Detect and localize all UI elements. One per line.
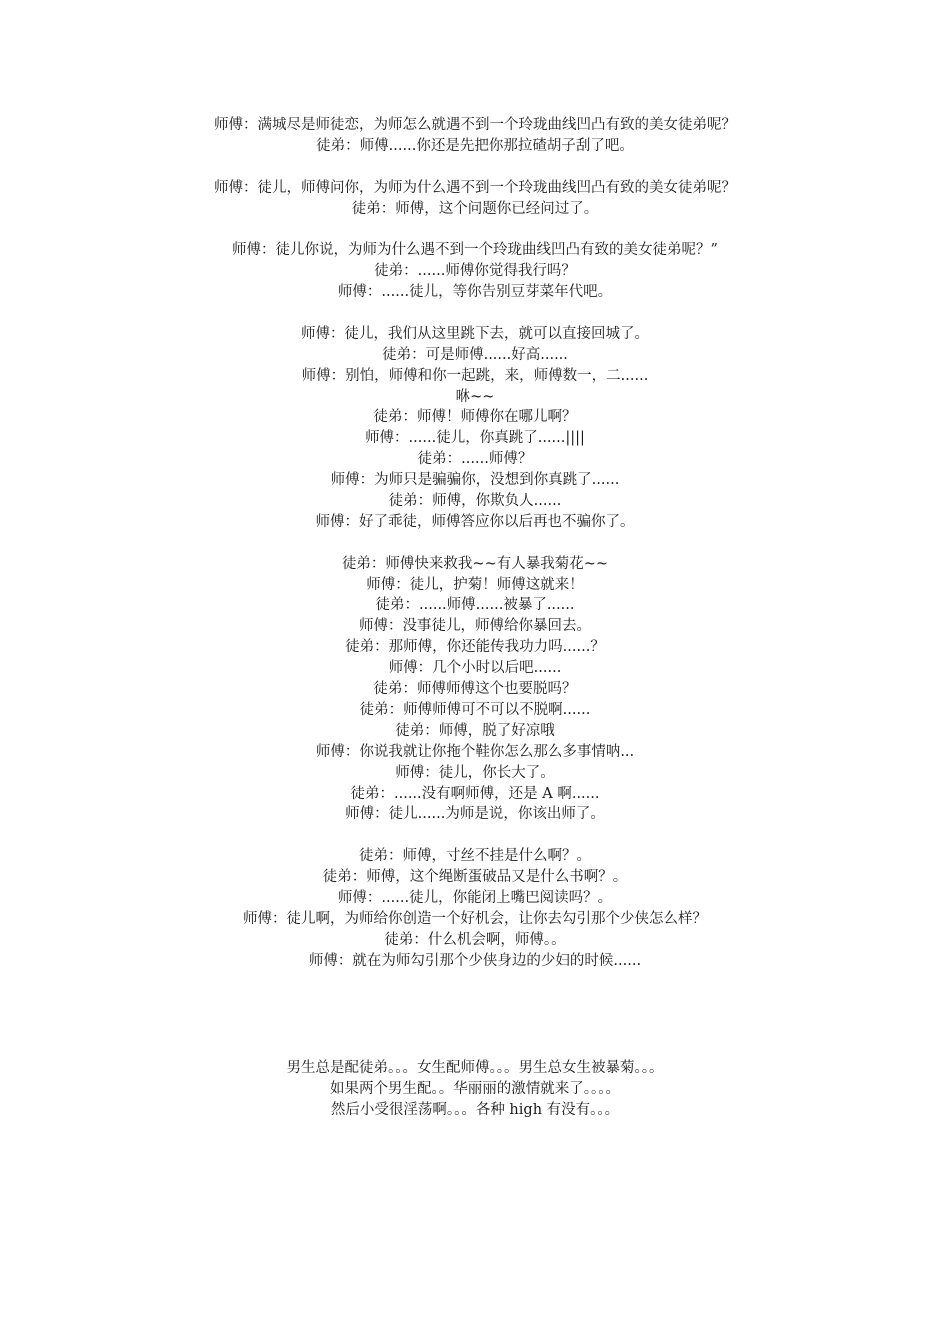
dialogue-line: 师傅：就在为师勾引那个少侠身边的少妇的时候...... (308, 952, 642, 969)
dialogue-line: 徒弟：师傅，这个问题你已经问过了。 (351, 200, 599, 217)
dialogue-line: 师傅：徒儿你说，为师为什么遇不到一个玲珑曲线凹凸有致的美女徒弟呢？” (232, 242, 718, 259)
dialogue-line: 师傅：没事徒儿，师傅给你暴回去。 (359, 618, 591, 635)
dialogue-line: 师傅：......徒儿，你能闭上嘴巴阅读吗？。 (337, 889, 613, 906)
dialogue-line: 徒弟：师傅师傅这个也要脱吗？ (373, 681, 577, 698)
dialogue-line: 师傅：徒儿......为师是说，你该出师了。 (345, 806, 605, 823)
dialogue-line: 徒弟：师傅，你欺负人...... (388, 493, 562, 510)
dialogue-line: 徒弟：师傅师傅可不可以不脱啊...... (359, 701, 591, 718)
dialogue-line: 徒弟：师傅！师傅你在哪儿啊？ (373, 409, 577, 426)
dialogue-line: 师傅：徒儿，师傅问你，为师为什么遇不到一个玲珑曲线凹凸有致的美女徒弟呢？ (214, 179, 736, 196)
dialogue-line: 徒弟：师傅快来救我~~有人暴我菊花~~ (341, 555, 609, 572)
dialogue-line: 徒弟：师傅，脱了好凉哦 (395, 722, 555, 739)
dialogue-block (0, 115, 950, 972)
dialogue-line: 咻~~ (455, 388, 495, 405)
dialogue-line: 徒弟：师傅......你还是先把你那拉碴胡子刮了吧。 (316, 137, 634, 154)
dialogue-line: 师傅：好了乖徒，师傅答应你以后再也不骗你了。 (315, 513, 635, 530)
dialogue-line: 徒弟：......没有啊师傅，还是 A 啊...... (350, 785, 600, 802)
dialogue-line: 师傅：......徒儿，你真跳了......|||| (365, 430, 585, 447)
dialogue-line: 师傅：你说我就让你拖个鞋你怎么那么多事情呐... (315, 743, 635, 760)
dialogue-line: 师傅：徒儿，我们从这里跳下去，就可以直接回城了。 (301, 325, 649, 342)
dialogue-line: 徒弟：......师傅......被暴了...... (375, 597, 575, 614)
footer-line: 男生总是配徒弟。。。女生配师傅。。。男生总女生被暴菊。。。 (286, 1060, 664, 1076)
dialogue-line: 师傅：几个小时以后吧...... (388, 660, 562, 677)
dialogue-line: 师傅：满城尽是师徒恋，为师怎么就遇不到一个玲珑曲线凹凸有致的美女徒弟呢？ (214, 117, 736, 133)
dialogue-line: 徒弟：师傅，这个绳断蛋破品又是什么书啊？。 (322, 869, 628, 886)
dialogue-line: 徒弟：什么机会啊，师傅。。 (384, 931, 566, 948)
footer-line: 然后小受很淫荡啊。。。各种 high 有没有。。。 (330, 1101, 620, 1118)
footer-note (0, 1058, 950, 1121)
dialogue-line: 师傅：徒儿啊，为师给你创造一个好机会，让你去勾引那个少侠怎么样？ (243, 910, 707, 927)
dialogue-line: 徒弟：......师傅？ (417, 451, 533, 468)
dialogue-line: 师傅：徒儿，你长大了。 (395, 764, 555, 781)
dialogue-line: 徒弟：师傅，寸丝不挂是什么啊？。 (359, 848, 591, 865)
footer-line: 如果两个男生配。。华丽丽的激情就来了。。。。 (330, 1080, 620, 1097)
dialogue-line: 师傅：为师只是骗骗你，没想到你真跳了...... (330, 472, 620, 489)
dialogue-line: 师傅：别怕，师傅和你一起跳，来，师傅数一，二...... (301, 367, 649, 384)
dialogue-line: 徒弟：......师傅你觉得我行吗？ (374, 263, 576, 280)
dialogue-line: 徒弟：那师傅，你还能传我功力吗......？ (345, 639, 605, 656)
dialogue-line: 师傅：......徒儿，等你告别豆芽菜年代吧。 (337, 284, 613, 301)
dialogue-line: 师傅：徒儿，护菊！师傅这就来！ (366, 576, 584, 593)
dialogue-line: 徒弟：可是师傅......好高...... (382, 346, 568, 363)
